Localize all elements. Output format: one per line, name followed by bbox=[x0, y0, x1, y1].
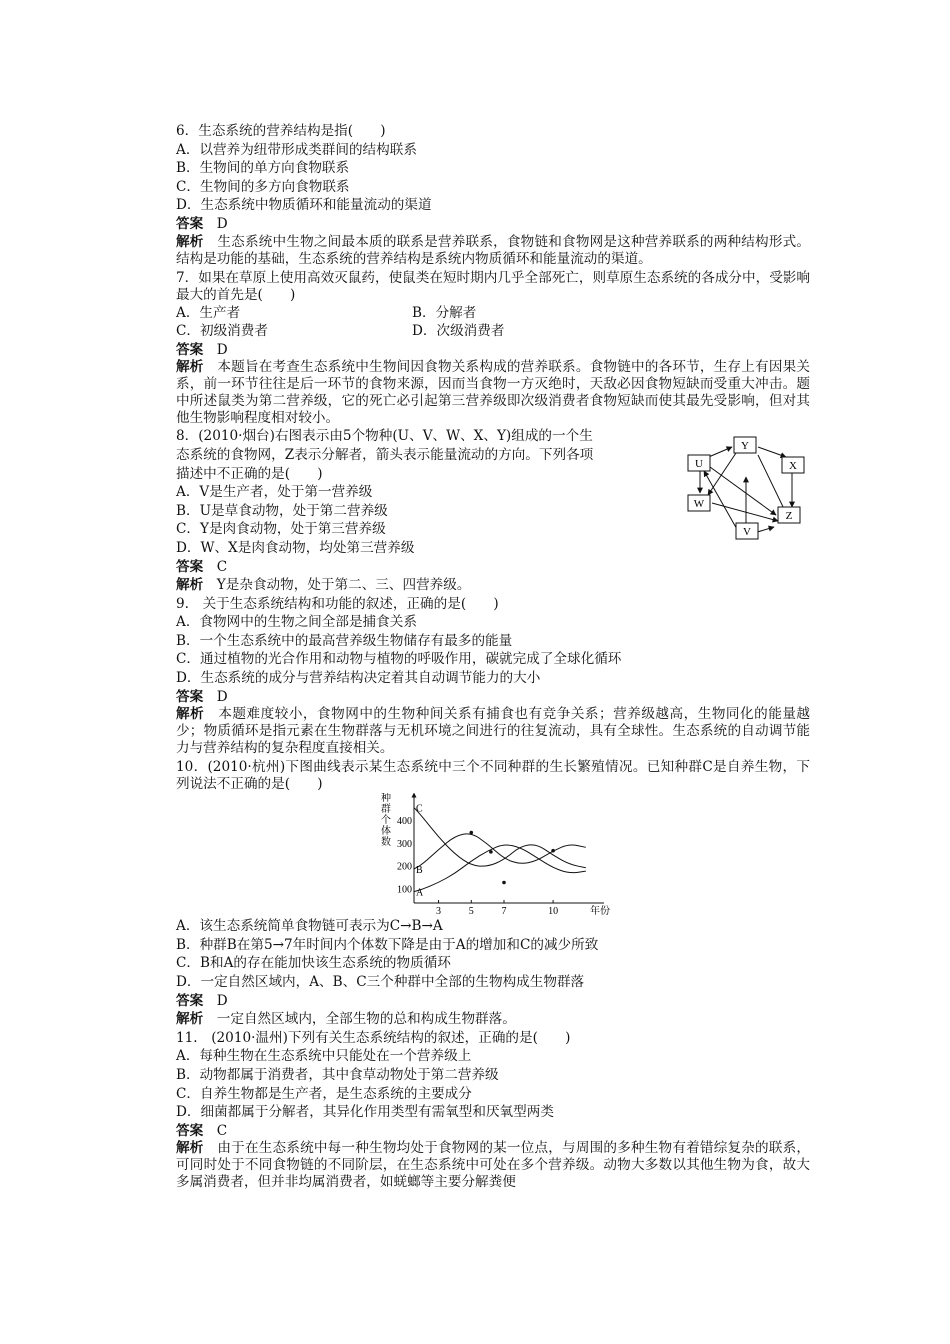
q10-chart-wrap bbox=[176, 793, 810, 917]
chart-point bbox=[469, 831, 473, 835]
answer-label: 答案 bbox=[176, 992, 204, 1009]
q9-option-a: A．食物网中的生物之间全部是捕食关系 bbox=[176, 614, 417, 631]
q7-option-b: B．分解者 bbox=[412, 304, 477, 321]
q6-option-a: A．以营养为纽带形成类群间的结构联系 bbox=[176, 141, 417, 158]
analysis-text: 一定自然区域内，全部生物的总和构成生物群落。 bbox=[216, 1011, 516, 1028]
q7-option-d: D．次级消费者 bbox=[412, 323, 505, 340]
analysis-label: 解析 bbox=[176, 706, 205, 723]
y-axis-label-char: 个 bbox=[381, 815, 391, 827]
q7-options-row1 bbox=[176, 304, 810, 323]
food-web-diagram bbox=[682, 433, 812, 543]
q10-stem: 10．(2010·杭州)下图曲线表示某生态系统中三个不同种群的生长繁殖情况。已知种群C是自养生物，下列说法不正确的是( ) bbox=[176, 759, 810, 793]
edge-y-x bbox=[758, 447, 786, 457]
q6-option-b: B．生物间的单方向食物联系 bbox=[176, 160, 350, 177]
q6-option-d: D．生态系统中物质循环和能量流动的渠道 bbox=[176, 197, 432, 214]
y-axis-label-char: 群 bbox=[381, 804, 391, 816]
node-x: X bbox=[789, 460, 797, 473]
edge-w-z bbox=[712, 503, 778, 521]
series-label-B: B bbox=[416, 865, 423, 877]
analysis-label: 解析 bbox=[176, 1140, 204, 1157]
q11-analysis bbox=[176, 1140, 810, 1191]
edge-y-w bbox=[708, 453, 736, 495]
node-z: Z bbox=[785, 510, 793, 523]
chart-axes bbox=[414, 795, 604, 903]
analysis-text: 由于在生态系统中每一种生物均处于食物网的某一位点，与周围的多种生物有着错综复杂的联系，可同时处于不同食物链的不同阶层，在生态系统中可处在多个营养级。动物大多数以其他生物为食，故大多属消费者，但并非均属消费者，如蜣螂等主要分解粪便 bbox=[176, 1140, 811, 1191]
q11-stem: 11. (2010·温州)下列有关生态系统结构的叙述，正确的是( ) bbox=[176, 1029, 571, 1046]
node-y: Y bbox=[741, 440, 749, 453]
q8-block bbox=[176, 427, 810, 557]
q9-option-d: D．生态系统的成分与营养结构决定着其自动调节能力的大小 bbox=[176, 670, 541, 687]
q9-option-c: C．通过植物的光合作用和动物与植物的呼吸作用，碳就完成了全球化循环 bbox=[176, 651, 622, 668]
chart-series bbox=[414, 808, 586, 892]
analysis-label: 解析 bbox=[176, 233, 204, 250]
answer-value: D bbox=[216, 215, 228, 232]
q8-stem-line1: 8．(2010·烟台)右图表示由5个物种(U、V、W、X、Y)组成的一个生 bbox=[176, 428, 593, 445]
q8-option-a: A．V是生产者，处于第一营养级 bbox=[176, 484, 373, 501]
answer-value: C bbox=[216, 558, 228, 575]
analysis-label: 解析 bbox=[176, 359, 204, 376]
answer-value: C bbox=[216, 1122, 228, 1139]
x-axis-label: 年份 bbox=[590, 906, 610, 918]
q9-option-b: B．一个生态系统中的最高营养级生物储存有最多的能量 bbox=[176, 632, 513, 649]
node-u: U bbox=[695, 458, 703, 471]
chart-point bbox=[502, 881, 506, 885]
document-page bbox=[176, 122, 810, 1191]
chart-point bbox=[551, 849, 555, 853]
answer-value: D bbox=[216, 341, 228, 358]
analysis-label: 解析 bbox=[176, 1011, 204, 1028]
q10-option-b: B．种群B在第5→7年时间内个体数下降是由于A的增加和C的减少所致 bbox=[176, 936, 599, 953]
node-w: W bbox=[693, 498, 705, 511]
q8-analysis bbox=[176, 576, 810, 595]
answer-value: D bbox=[216, 688, 228, 705]
q7-option-a: A．生产者 bbox=[176, 304, 241, 321]
q11-option-d: D．细菌都属于分解者，其异化作用类型有需氧型和厌氧型两类 bbox=[176, 1104, 554, 1121]
y-tick-label-300: 300 bbox=[397, 839, 412, 851]
q7-analysis bbox=[176, 359, 810, 427]
q10-option-a: A．该生态系统简单食物链可表示为C→B→A bbox=[176, 918, 443, 935]
analysis-text: 本题旨在考查生态系统中生物间因食物关系构成的营养联系。食物链中的各环节，生存上有因果关系，前一环节往往是后一环节的食物来源，因而当食物一方灭绝时，天敌必因食物短缺而受重大冲击。题中所述鼠类为第二营养级，它的死亡必引起第三营养级即次级消费者食物短缺而使其最先受影响，但对其他生物影响程度相对较小。 bbox=[176, 359, 811, 427]
population-chart bbox=[372, 793, 612, 917]
series-label-C: C bbox=[416, 803, 423, 815]
q9-analysis bbox=[176, 706, 810, 757]
edge-u-z bbox=[710, 467, 776, 515]
q10-answer bbox=[176, 992, 810, 1011]
q7-options-row2 bbox=[176, 322, 810, 341]
node-v: V bbox=[743, 526, 751, 539]
analysis-text: 生态系统中生物之间最本质的联系是营养联系，食物链和食物网是这种营养联系的两种结构形式。结构是功能的基础，生态系统的营养结构是系统内物质循环和能量流动的渠道。 bbox=[176, 233, 811, 267]
chart-point bbox=[489, 850, 493, 854]
y-axis-label-char: 体 bbox=[381, 826, 391, 838]
x-tick-label-10: 10 bbox=[548, 906, 559, 918]
q8-stem-line2: 态系统的食物网，Z表示分解者，箭头表示能量流动的方向。下列各项 bbox=[176, 446, 594, 463]
q8-option-b: B．U是草食动物，处于第二营养级 bbox=[176, 502, 388, 519]
q8-option-d: D．W、X是肉食动物，均处第三营养级 bbox=[176, 539, 415, 556]
analysis-label: 解析 bbox=[176, 577, 204, 594]
analysis-text: Y是杂食动物，处于第二、三、四营养级。 bbox=[216, 577, 471, 594]
series-line-A bbox=[414, 845, 586, 892]
analysis-text: 本题难度较小，食物网中的生物种间关系有捕食也有竞争关系；营养级越高，生物同化的能量越少；物质循环是指元素在生物群落与无机环境之间进行的往复流动，具有全球性。生态系统的自动调节能力与营养结构的复杂程度直接相关。 bbox=[176, 706, 811, 757]
q6-analysis bbox=[176, 234, 810, 268]
q10-option-d: D．一定自然区域内，A、B、C三个种群中全部的生物构成生物群落 bbox=[176, 974, 585, 991]
q6-stem: 6．生态系统的营养结构是指( ) bbox=[176, 123, 386, 139]
answer-label: 答案 bbox=[176, 215, 204, 232]
q8-stem-line3: 描述中不正确的是( ) bbox=[176, 465, 323, 482]
answer-label: 答案 bbox=[176, 688, 204, 705]
x-tick-label-7: 7 bbox=[501, 906, 507, 918]
y-tick-label-100: 100 bbox=[397, 884, 412, 896]
q11-answer bbox=[176, 1122, 810, 1141]
series-line-B bbox=[414, 834, 586, 869]
series-line-C bbox=[414, 808, 586, 868]
q8-answer bbox=[176, 558, 810, 577]
q10-option-c: C．B和A的存在能加快该生态系统的物质循环 bbox=[176, 955, 451, 972]
q6-option-c: C．生物间的多方向食物联系 bbox=[176, 178, 350, 195]
series-label-A: A bbox=[416, 887, 424, 899]
x-tick-label-3: 3 bbox=[436, 906, 442, 918]
answer-label: 答案 bbox=[176, 341, 204, 358]
q11-option-c: C．自养生物都是生产者，是生态系统的主要成分 bbox=[176, 1085, 472, 1102]
answer-label: 答案 bbox=[176, 558, 204, 575]
q11-option-b: B．动物都属于消费者，其中食草动物处于第二营养级 bbox=[176, 1067, 499, 1083]
q7-option-c: C．初级消费者 bbox=[176, 323, 268, 340]
q7-stem: 7．如果在草原上使用高效灭鼠药，使鼠类在短时期内几乎全部死亡，则草原生态系统的各成分中，受影响最大的首先是( ) bbox=[176, 269, 810, 303]
q9-answer bbox=[176, 688, 810, 707]
answer-value: D bbox=[216, 992, 228, 1009]
y-tick-label-200: 200 bbox=[397, 861, 412, 873]
q7-answer bbox=[176, 341, 810, 360]
q9-stem: 9. 关于生态系统结构和功能的叙述，正确的是( ) bbox=[176, 595, 499, 612]
q6-answer bbox=[176, 215, 810, 234]
q8-option-c: C．Y是肉食动物，处于第三营养级 bbox=[176, 521, 386, 538]
q10-analysis bbox=[176, 1010, 810, 1029]
x-tick-label-5: 5 bbox=[468, 906, 474, 918]
q11-option-a: A．每种生物在生态系统中只能处在一个营养级上 bbox=[176, 1048, 472, 1065]
y-axis-label-char: 种 bbox=[381, 793, 391, 805]
y-axis-label-char: 数 bbox=[381, 837, 391, 849]
y-tick-label-400: 400 bbox=[397, 816, 412, 828]
answer-label: 答案 bbox=[176, 1122, 204, 1139]
